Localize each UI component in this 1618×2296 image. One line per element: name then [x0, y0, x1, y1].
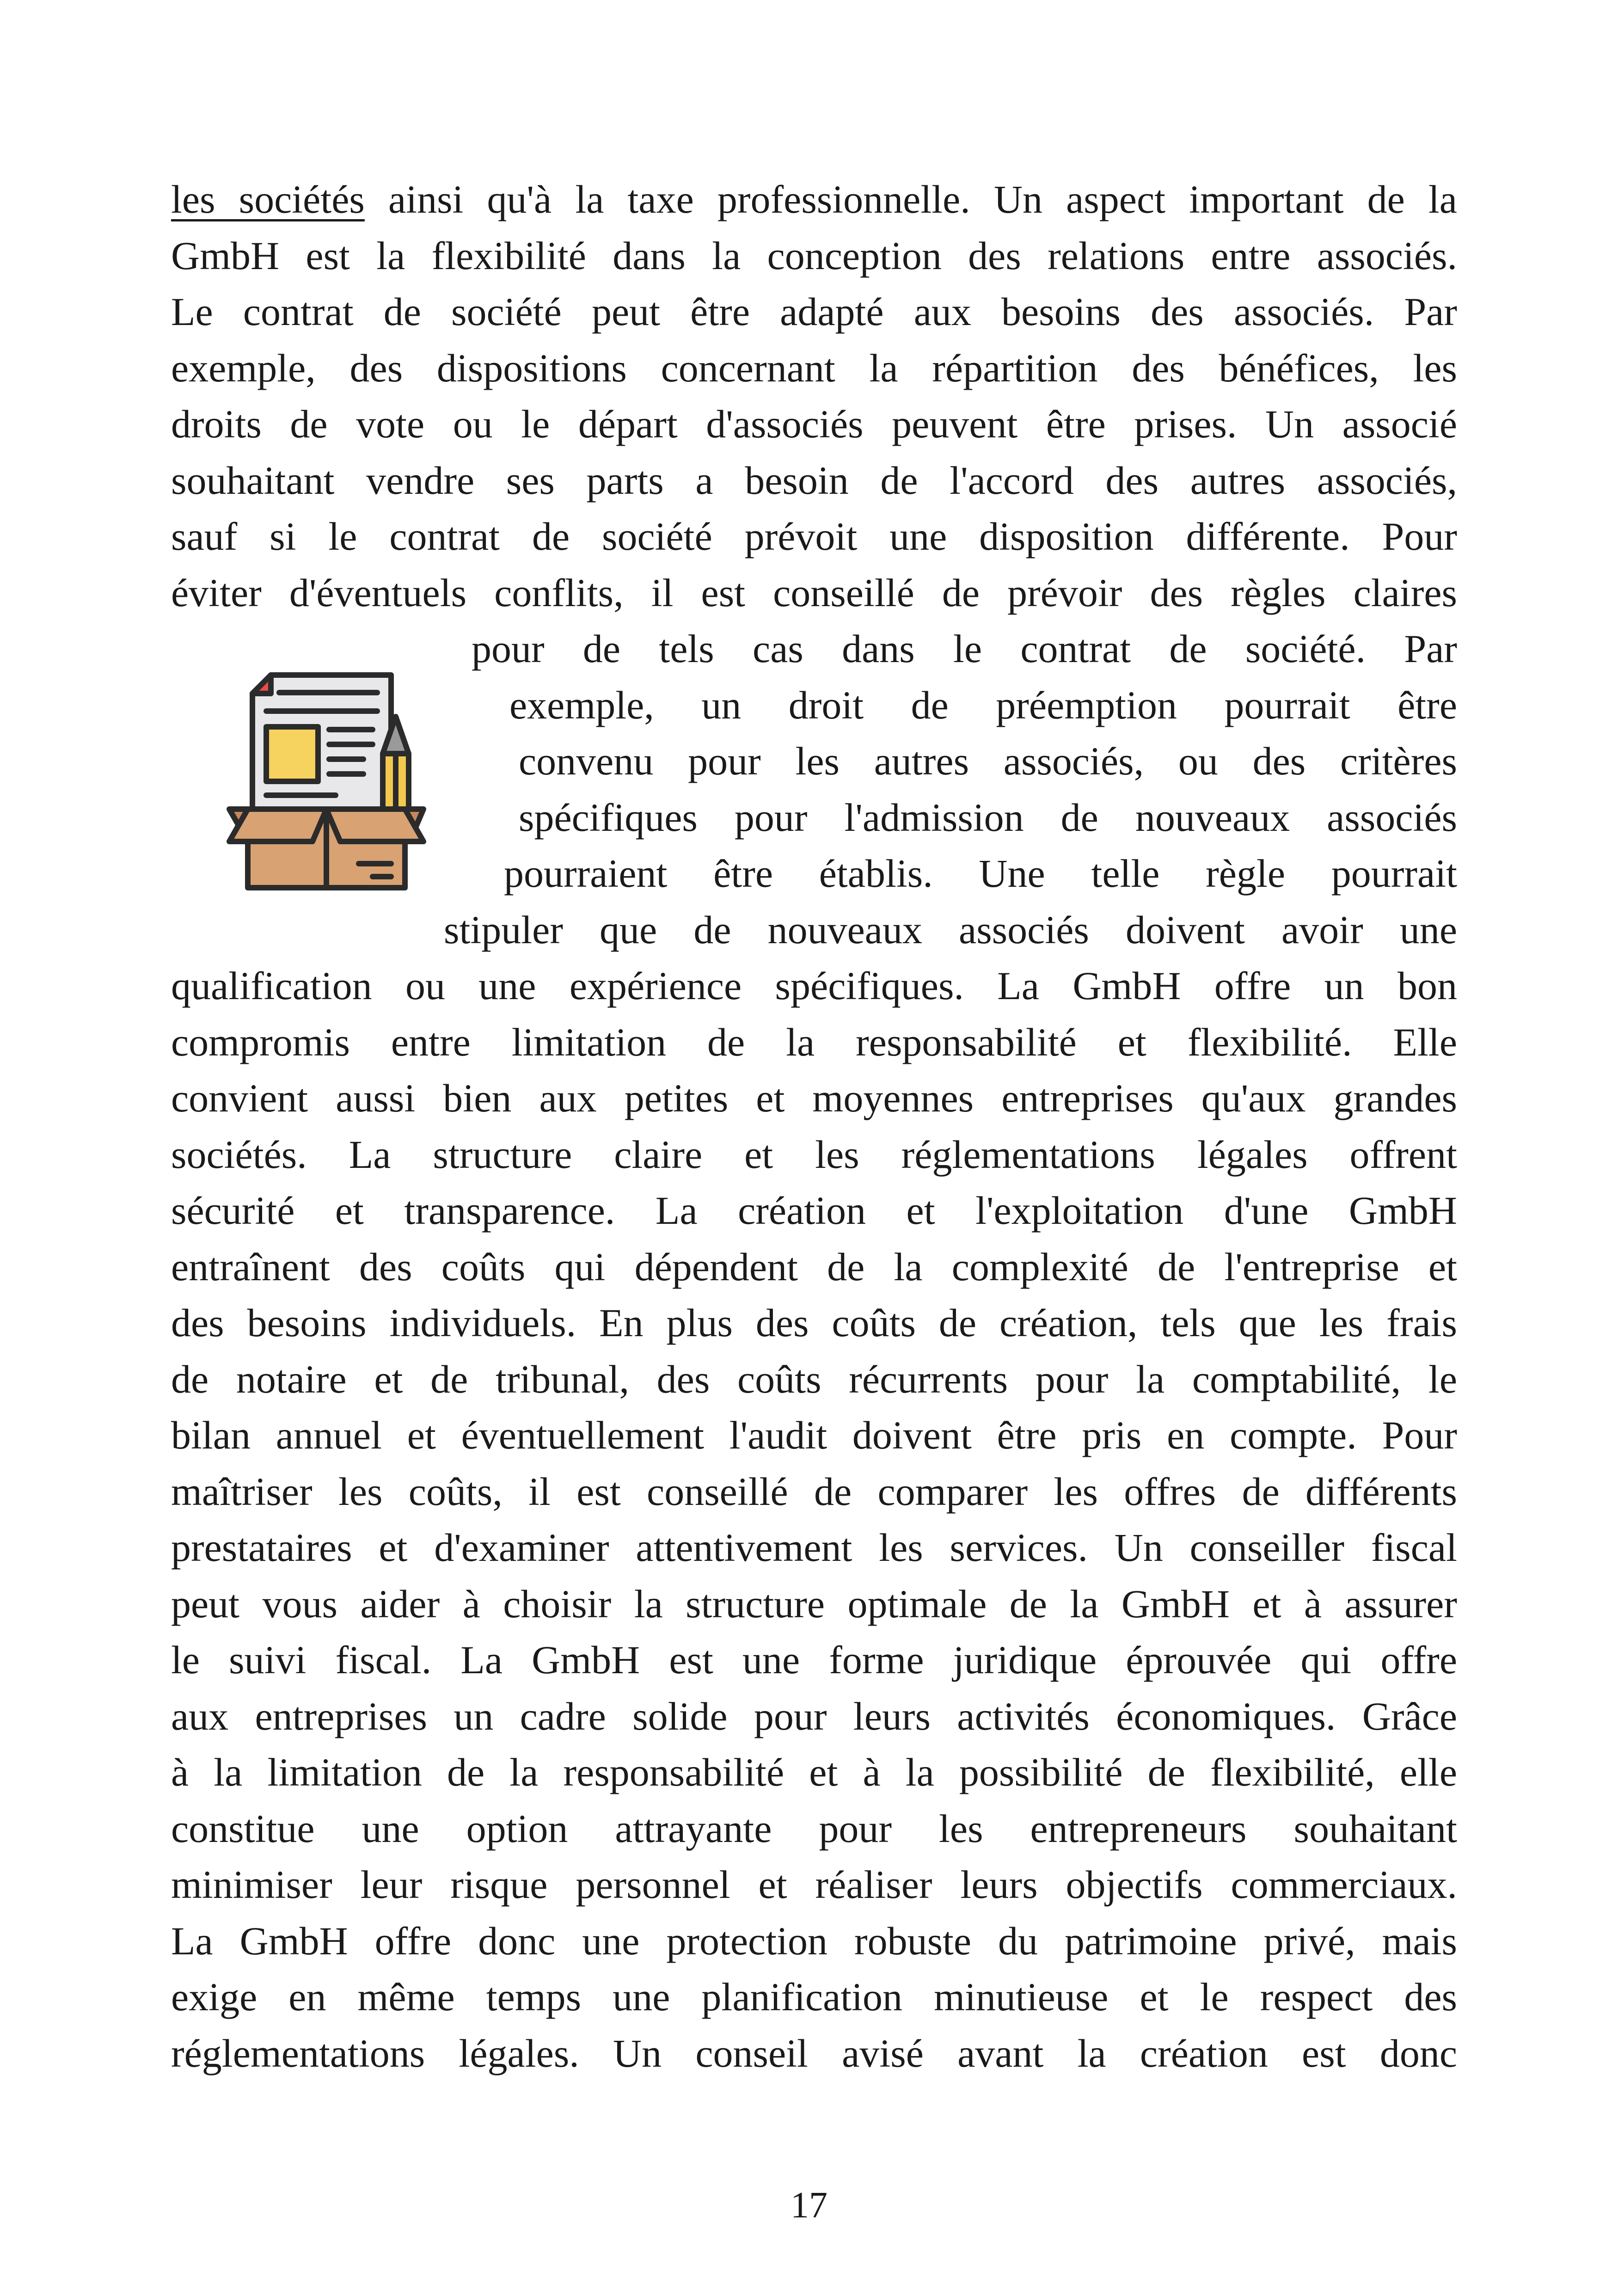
- text-line-34: réglementations légales. Un conseil avisé avant la création est donc: [171, 2031, 1457, 2075]
- text-line-25: prestataires et d'examiner attentivement les services. Un conseiller fiscal: [171, 1525, 1457, 1570]
- text-line-32: La GmbH offre donc une protection robuste du patrimoine privé, mais: [171, 1919, 1457, 1963]
- text-line-3: Le contrat de société peut être adapté aux besoins des associés. Par: [171, 289, 1457, 334]
- text-line-9: pour de tels cas dans le contrat de société. Par: [472, 626, 1457, 671]
- text-line-6: souhaitant vendre ses parts a besoin de l'accord des autres associés,: [171, 458, 1457, 503]
- text-line-26: peut vous aider à choisir la structure optimale de la GmbH et à assurer: [171, 1582, 1457, 1626]
- text-line-17: convient aussi bien aux petites et moyennes entreprises qu'aux grandes: [171, 1076, 1457, 1120]
- document-box-pencil-icon: [220, 670, 433, 892]
- line-text: ainsi qu'à la taxe professionnelle. Un aspect important de la: [364, 177, 1457, 221]
- text-line-29: à la limitation de la responsabilité et à la possibilité de flexibilité, elle: [171, 1750, 1457, 1794]
- text-line-20: entraînent des coûts qui dépendent de la complexité de l'entreprise et: [171, 1245, 1457, 1289]
- text-line-33: exige en même temps une planification minutieuse et le respect des: [171, 1975, 1457, 2019]
- text-line-1: [171, 171, 1457, 227]
- text-line-22: de notaire et de tribunal, des coûts récurrents pour la comptabilité, le: [171, 1357, 1457, 1401]
- text-line-28: aux entreprises un cadre solide pour leurs activités économiques. Grâce: [171, 1694, 1457, 1738]
- text-line-13: pourraient être établis. Une telle règle pourrait: [504, 851, 1457, 896]
- text-line-8: éviter d'éventuels conflits, il est conseillé de prévoir des règles claires: [171, 571, 1457, 615]
- text-line-24: maîtriser les coûts, il est conseillé de comparer les offres de différents: [171, 1469, 1457, 1514]
- text-line-14: stipuler que de nouveaux associés doivent avoir une: [444, 908, 1457, 952]
- text-line-2: GmbH est la flexibilité dans la conception des relations entre associés.: [171, 233, 1457, 278]
- text-line-19: sécurité et transparence. La création et l'exploitation d'une GmbH: [171, 1188, 1457, 1233]
- text-line-31: minimiser leur risque personnel et réaliser leurs objectifs commerciaux.: [171, 1862, 1457, 1907]
- text-line-10: exemple, un droit de préemption pourrait être: [509, 683, 1457, 727]
- text-line-4: exemple, des dispositions concernant la répartition des bénéfices, les: [171, 346, 1457, 390]
- underlined-term: les sociétés: [171, 177, 365, 221]
- text-line-12: spécifiques pour l'admission de nouveaux associés: [519, 795, 1457, 840]
- text-line-11: convenu pour les autres associés, ou des critères: [519, 739, 1457, 783]
- text-line-7: sauf si le contrat de société prévoit une disposition différente. Pour: [171, 514, 1457, 559]
- text-line-18: sociétés. La structure claire et les réglementations légales offrent: [171, 1132, 1457, 1177]
- text-line-21: des besoins individuels. En plus des coûts de création, tels que les frais: [171, 1301, 1457, 1345]
- text-line-5: droits de vote ou le départ d'associés peuvent être prises. Un associé: [171, 402, 1457, 446]
- text-line-15: qualification ou une expérience spécifiques. La GmbH offre un bon: [171, 964, 1457, 1008]
- page-number: 17: [791, 2185, 827, 2226]
- text-line-16: compromis entre limitation de la responsabilité et flexibilité. Elle: [171, 1020, 1457, 1064]
- text-line-30: constitue une option attrayante pour les entrepreneurs souhaitant: [171, 1806, 1457, 1851]
- text-line-27: le suivi fiscal. La GmbH est une forme juridique éprouvée qui offre: [171, 1638, 1457, 1682]
- text-line-23: bilan annuel et éventuellement l'audit doivent être pris en compte. Pour: [171, 1413, 1457, 1457]
